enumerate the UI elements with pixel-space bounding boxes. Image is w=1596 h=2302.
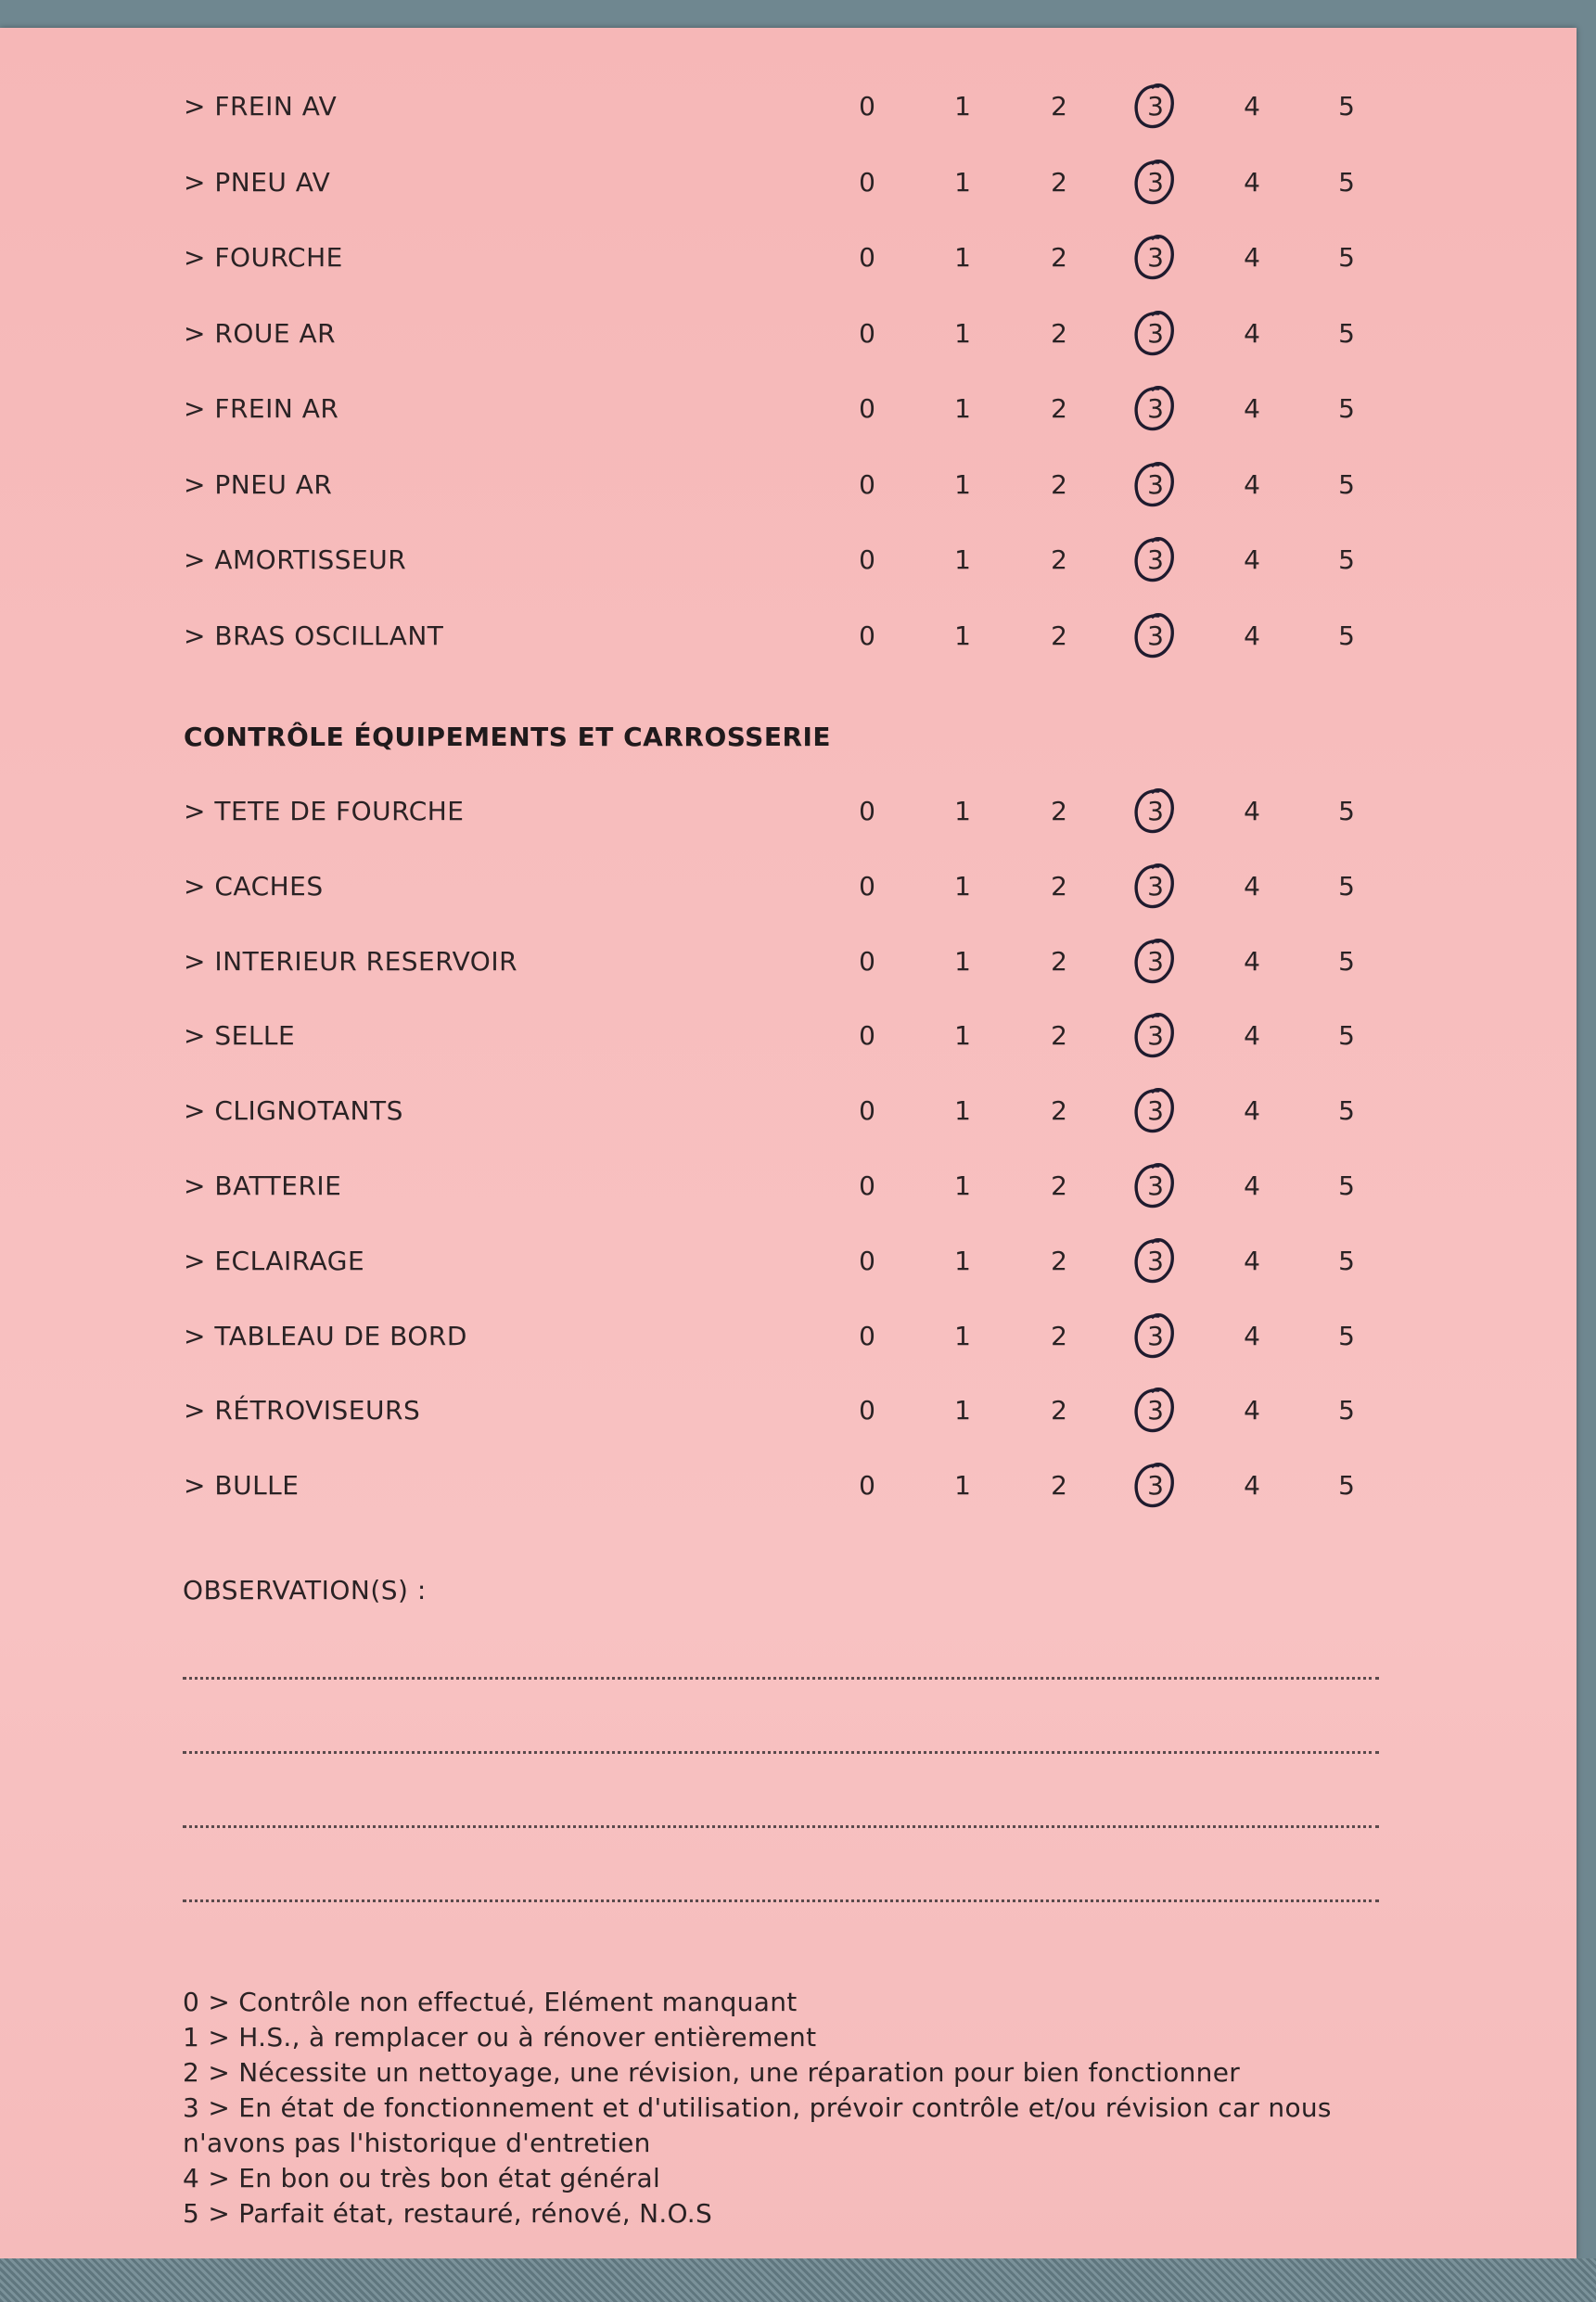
score-option[interactable]: 2 xyxy=(1051,1395,1067,1426)
checklist-row xyxy=(0,859,1577,914)
row-label: > RÉTROVISEURS xyxy=(184,1395,421,1426)
checklist-row xyxy=(0,230,1577,286)
row-label: > BRAS OSCILLANT xyxy=(184,620,444,651)
score-option[interactable]: 4 xyxy=(1244,544,1260,575)
legend-item: 1 > H.S., à remplacer ou à rénover entièrement xyxy=(183,2022,817,2053)
score-option[interactable]: 0 xyxy=(859,620,875,651)
checklist-row xyxy=(0,1083,1577,1139)
score-option[interactable]: 0 xyxy=(859,796,875,826)
row-label: > CACHES xyxy=(184,870,324,902)
score-option[interactable]: 3 xyxy=(1147,1245,1164,1276)
row-label: > SELLE xyxy=(184,1020,296,1052)
score-option[interactable]: 1 xyxy=(954,166,971,198)
score-option[interactable]: 3 xyxy=(1147,1395,1164,1426)
score-option[interactable]: 3 xyxy=(1147,166,1164,198)
score-option[interactable]: 1 xyxy=(954,393,971,424)
checklist-row xyxy=(0,532,1577,588)
checklist-row xyxy=(0,934,1577,990)
score-option[interactable]: 2 xyxy=(1051,945,1067,977)
score-option[interactable]: 2 xyxy=(1051,317,1067,349)
score-option[interactable]: 0 xyxy=(859,317,875,349)
legend-item: 0 > Contrôle non effectué, Elément manquant xyxy=(183,1987,798,2017)
score-option[interactable]: 3 xyxy=(1147,393,1164,424)
score-option[interactable]: 3 xyxy=(1147,1170,1164,1201)
score-option[interactable]: 3 xyxy=(1147,468,1164,500)
row-label: > FOURCHE xyxy=(184,242,343,273)
score-option[interactable]: 1 xyxy=(954,544,971,575)
score-option[interactable]: 0 xyxy=(859,1245,875,1276)
score-option[interactable]: 3 xyxy=(1147,620,1164,651)
score-option[interactable]: 4 xyxy=(1244,1245,1260,1276)
row-label: > ECLAIRAGE xyxy=(184,1245,365,1276)
score-option[interactable]: 3 xyxy=(1147,91,1164,121)
checklist-row xyxy=(0,155,1577,211)
row-label: > FREIN AV xyxy=(184,91,338,121)
score-option[interactable]: 5 xyxy=(1338,870,1355,902)
score-option[interactable]: 5 xyxy=(1338,544,1355,575)
legend-item: 2 > Nécessite un nettoyage, une révision, une réparation pour bien fonctionner xyxy=(183,2057,1241,2088)
score-option[interactable]: 0 xyxy=(859,166,875,198)
score-option[interactable]: 5 xyxy=(1338,468,1355,500)
score-option[interactable]: 2 xyxy=(1051,242,1067,273)
score-option[interactable]: 1 xyxy=(954,1095,971,1127)
score-option[interactable]: 5 xyxy=(1338,945,1355,977)
row-label: > TABLEAU DE BORD xyxy=(184,1320,467,1351)
score-option[interactable]: 1 xyxy=(954,1395,971,1426)
score-option[interactable]: 2 xyxy=(1051,870,1067,902)
score-option[interactable]: 4 xyxy=(1244,1170,1260,1201)
score-option[interactable]: 3 xyxy=(1147,544,1164,575)
score-option[interactable]: 5 xyxy=(1338,1095,1355,1127)
row-label: > TETE DE FOURCHE xyxy=(184,796,465,826)
row-label: > ROUE AR xyxy=(184,317,337,349)
observation-line[interactable] xyxy=(183,1751,1379,1754)
score-option[interactable]: 2 xyxy=(1051,796,1067,826)
score-option[interactable]: 4 xyxy=(1244,242,1260,273)
score-option[interactable]: 3 xyxy=(1147,796,1164,826)
row-label: > PNEU AR xyxy=(184,468,333,500)
rating-legend xyxy=(183,1985,1388,2232)
score-option[interactable]: 5 xyxy=(1338,1320,1355,1351)
score-option[interactable]: 1 xyxy=(954,1170,971,1201)
score-option[interactable]: 5 xyxy=(1338,393,1355,424)
score-option[interactable]: 1 xyxy=(954,1320,971,1351)
score-option[interactable]: 0 xyxy=(859,242,875,273)
score-option[interactable]: 0 xyxy=(859,393,875,424)
checklist-row xyxy=(0,1158,1577,1214)
score-option[interactable]: 2 xyxy=(1051,1320,1067,1351)
score-option[interactable]: 1 xyxy=(954,1470,971,1502)
score-option[interactable]: 4 xyxy=(1244,870,1260,902)
score-option[interactable]: 0 xyxy=(859,91,875,121)
checklist-row xyxy=(0,1234,1577,1289)
checklist-row xyxy=(0,1008,1577,1064)
legend-item: 3 > En état de fonctionnement et d'utilisation, prévoir contrôle et/ou révision car nous n'avons pas l'historique d'entretien xyxy=(183,2092,1332,2158)
score-option[interactable]: 2 xyxy=(1051,620,1067,651)
score-option[interactable]: 4 xyxy=(1244,1470,1260,1502)
score-option[interactable]: 2 xyxy=(1051,1245,1067,1276)
checklist-row xyxy=(0,381,1577,437)
score-option[interactable]: 2 xyxy=(1051,1095,1067,1127)
score-option[interactable]: 4 xyxy=(1244,317,1260,349)
section-title: CONTRÔLE ÉQUIPEMENTS ET CARROSSERIE xyxy=(184,722,832,752)
score-option[interactable]: 2 xyxy=(1051,468,1067,500)
checklist-row xyxy=(0,1309,1577,1364)
score-option[interactable]: 4 xyxy=(1244,1095,1260,1127)
observation-line[interactable] xyxy=(183,1677,1379,1680)
checklist-row xyxy=(0,784,1577,839)
row-label: > FREIN AR xyxy=(184,393,339,424)
observation-line[interactable] xyxy=(183,1899,1379,1902)
score-option[interactable]: 4 xyxy=(1244,468,1260,500)
background-folder-edge xyxy=(0,2258,1596,2302)
score-option[interactable]: 2 xyxy=(1051,1470,1067,1502)
score-option[interactable]: 5 xyxy=(1338,242,1355,273)
row-label: > PNEU AV xyxy=(184,166,331,198)
score-option[interactable]: 4 xyxy=(1244,91,1260,121)
score-option[interactable]: 2 xyxy=(1051,393,1067,424)
legend-item: 4 > En bon ou très bon état général xyxy=(183,2163,661,2193)
score-option[interactable]: 0 xyxy=(859,1320,875,1351)
score-option[interactable]: 1 xyxy=(954,870,971,902)
score-option[interactable]: 1 xyxy=(954,317,971,349)
score-option[interactable]: 1 xyxy=(954,468,971,500)
legend-item: 5 > Parfait état, restauré, rénové, N.O.S xyxy=(183,2198,713,2229)
checklist-row xyxy=(0,457,1577,513)
score-option[interactable]: 0 xyxy=(859,544,875,575)
score-option[interactable]: 2 xyxy=(1051,544,1067,575)
score-option[interactable]: 3 xyxy=(1147,1470,1164,1502)
observations-label: OBSERVATION(S) : xyxy=(183,1575,427,1605)
score-option[interactable]: 1 xyxy=(954,945,971,977)
score-option[interactable]: 2 xyxy=(1051,1020,1067,1052)
score-option[interactable]: 5 xyxy=(1338,1170,1355,1201)
score-option[interactable]: 5 xyxy=(1338,1245,1355,1276)
score-option[interactable]: 3 xyxy=(1147,242,1164,273)
score-option[interactable]: 3 xyxy=(1147,1095,1164,1127)
score-option[interactable]: 3 xyxy=(1147,945,1164,977)
score-option[interactable]: 3 xyxy=(1147,1320,1164,1351)
score-option[interactable]: 0 xyxy=(859,468,875,500)
score-option[interactable]: 0 xyxy=(859,870,875,902)
score-option[interactable]: 5 xyxy=(1338,1395,1355,1426)
score-option[interactable]: 0 xyxy=(859,945,875,977)
score-option[interactable]: 0 xyxy=(859,1170,875,1201)
score-option[interactable]: 4 xyxy=(1244,945,1260,977)
score-option[interactable]: 0 xyxy=(859,1095,875,1127)
score-option[interactable]: 1 xyxy=(954,1020,971,1052)
row-label: > BATTERIE xyxy=(184,1170,342,1201)
score-option[interactable]: 4 xyxy=(1244,796,1260,826)
score-option[interactable]: 1 xyxy=(954,1245,971,1276)
score-option[interactable]: 4 xyxy=(1244,393,1260,424)
score-option[interactable]: 4 xyxy=(1244,1020,1260,1052)
score-option[interactable]: 1 xyxy=(954,91,971,121)
score-option[interactable]: 2 xyxy=(1051,166,1067,198)
score-option[interactable]: 3 xyxy=(1147,317,1164,349)
score-option[interactable]: 5 xyxy=(1338,1020,1355,1052)
score-option[interactable]: 5 xyxy=(1338,317,1355,349)
score-option[interactable]: 5 xyxy=(1338,166,1355,198)
score-option[interactable]: 3 xyxy=(1147,870,1164,902)
score-option[interactable]: 2 xyxy=(1051,1170,1067,1201)
score-option[interactable]: 5 xyxy=(1338,796,1355,826)
checklist-row xyxy=(0,79,1577,134)
score-option[interactable]: 3 xyxy=(1147,1020,1164,1052)
checklist-row xyxy=(0,1383,1577,1439)
score-option[interactable]: 0 xyxy=(859,1395,875,1426)
row-label: > BULLE xyxy=(184,1470,300,1502)
score-option[interactable]: 4 xyxy=(1244,166,1260,198)
score-option[interactable]: 1 xyxy=(954,796,971,826)
score-option[interactable]: 5 xyxy=(1338,1470,1355,1502)
checklist-row xyxy=(0,1458,1577,1514)
row-label: > CLIGNOTANTS xyxy=(184,1095,403,1127)
score-option[interactable]: 5 xyxy=(1338,91,1355,121)
score-option[interactable]: 4 xyxy=(1244,620,1260,651)
inspection-sheet xyxy=(0,28,1577,2258)
checklist-row xyxy=(0,608,1577,664)
score-option[interactable]: 4 xyxy=(1244,1320,1260,1351)
score-option[interactable]: 1 xyxy=(954,620,971,651)
score-option[interactable]: 2 xyxy=(1051,91,1067,121)
row-label: > AMORTISSEUR xyxy=(184,544,407,575)
score-option[interactable]: 4 xyxy=(1244,1395,1260,1426)
score-option[interactable]: 0 xyxy=(859,1470,875,1502)
row-label: > INTERIEUR RESERVOIR xyxy=(184,945,518,977)
score-option[interactable]: 1 xyxy=(954,242,971,273)
score-option[interactable]: 0 xyxy=(859,1020,875,1052)
observation-line[interactable] xyxy=(183,1825,1379,1828)
checklist-row xyxy=(0,306,1577,362)
score-option[interactable]: 5 xyxy=(1338,620,1355,651)
